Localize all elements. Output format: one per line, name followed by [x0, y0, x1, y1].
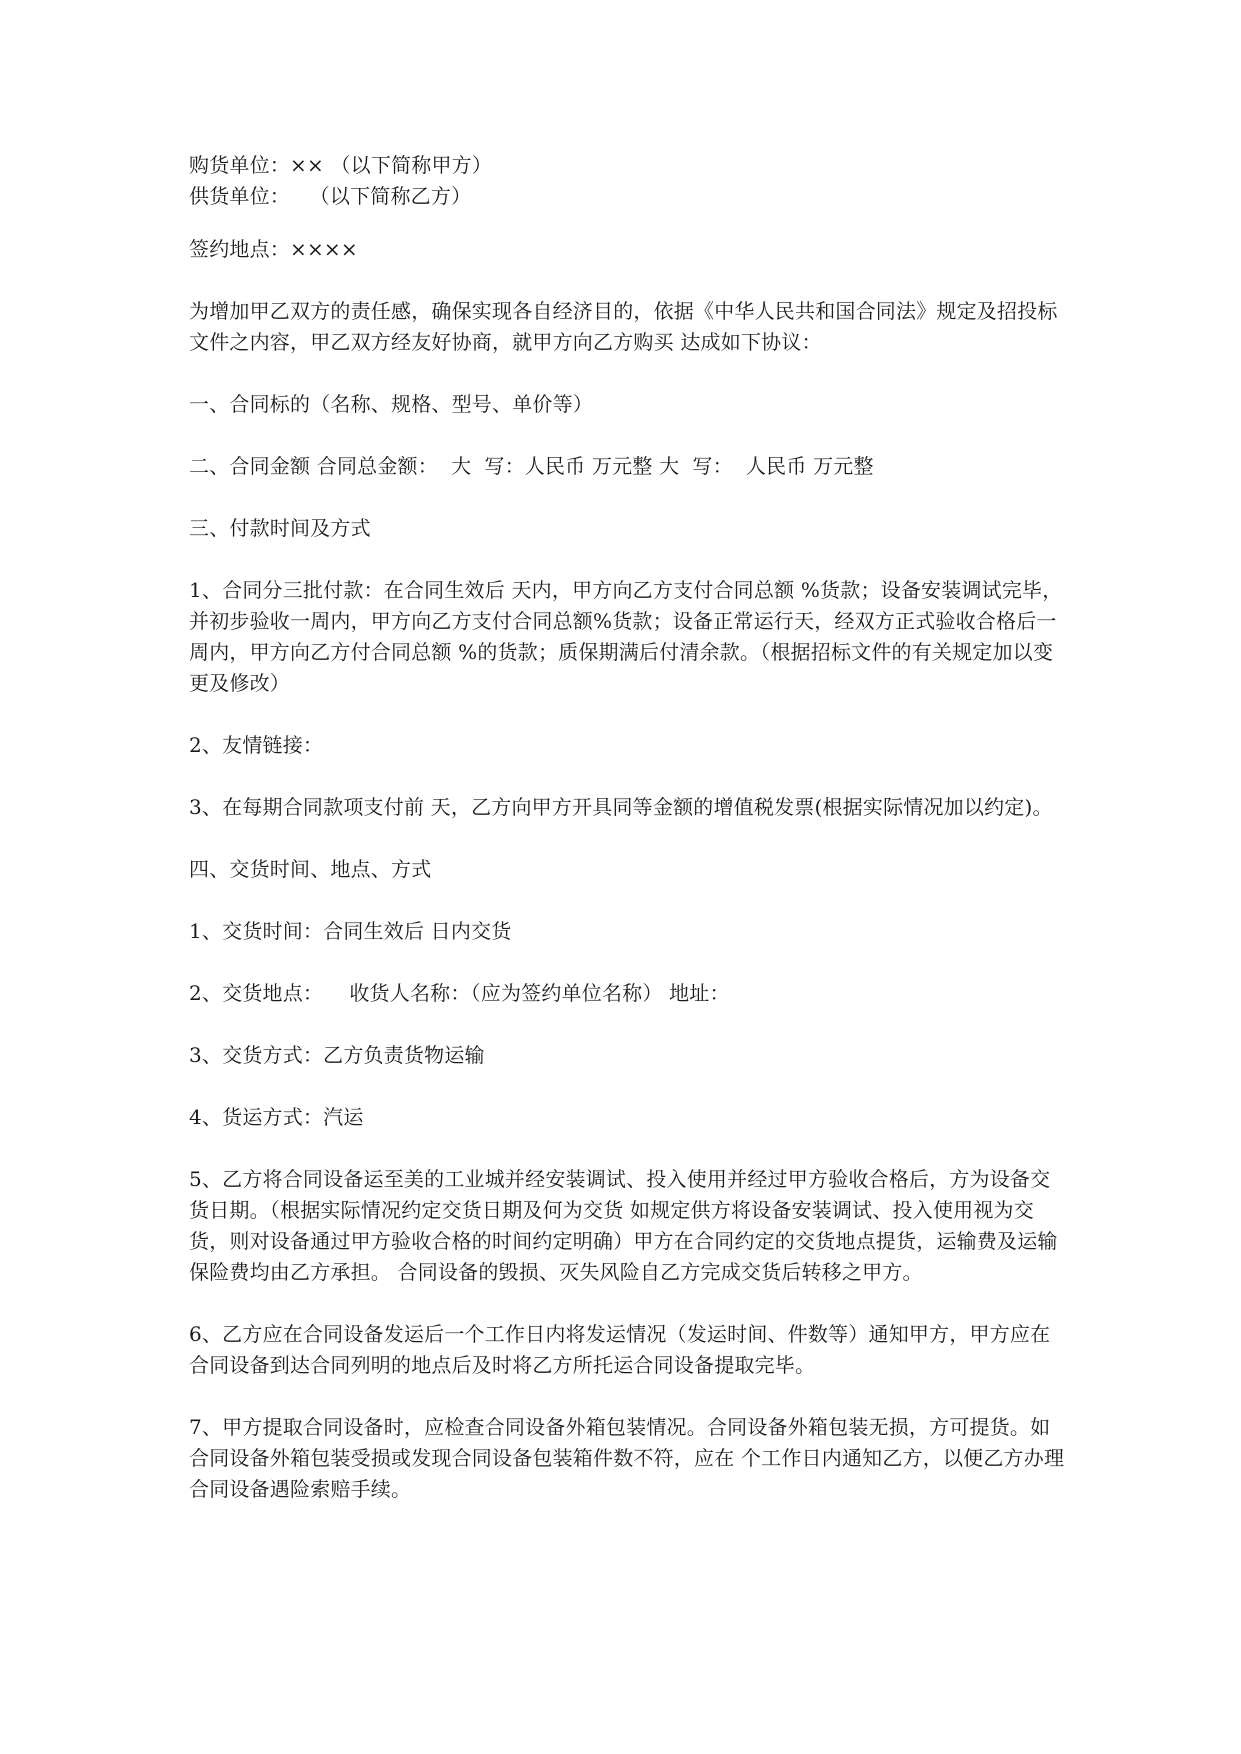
supplier-line: 供货单位： （以下简称乙方）	[189, 184, 472, 208]
section-4-item-1: 1、交货时间：合同生效后 日内交货	[189, 919, 512, 943]
contract-body	[189, 150, 1069, 1505]
section-3-item-1: 1、合同分三批付款：在合同生效后 天内，甲方向乙方支付合同总额 %货款；设备安装调试完毕，并初步验收一周内，甲方向乙方支付合同总额%货款；设备正常运行天，经双方正式验收合格后一周内，甲方向乙方付合同总额 %的货款；质保期满后付清余款。（根据招标文件的有关规定加以变更及修改）	[189, 578, 1063, 695]
section-4-item-7: 7、甲方提取合同设备时，应检查合同设备外箱包装情况。合同设备外箱包装无损，方可提货。如合同设备外箱包装受损或发现合同设备包装箱件数不符，应在 个工作日内通知乙方，以便乙方办理合同设备遇险索赔手续。	[189, 1415, 1065, 1501]
section-2-title: 二、合同金额 合同总金额： 大 写：人民币 万元整 大 写： 人民币 万元整	[189, 454, 874, 478]
section-4-item-6: 6、乙方应在合同设备发运后一个工作日内将发运情况（发运时间、件数等）通知甲方，甲方应在合同设备到达合同列明的地点后及时将乙方所托运合同设备提取完毕。	[189, 1322, 1051, 1377]
section-4-item-3: 3、交货方式：乙方负责货物运输	[189, 1043, 485, 1067]
section-3-item-2: 2、友情链接：	[189, 733, 324, 757]
sign-location-line: 签约地点：××××	[189, 237, 358, 261]
section-4-item-2: 2、交货地点： 收货人名称：（应为签约单位名称） 地址：	[189, 981, 730, 1005]
intro-paragraph: 为增加甲乙双方的责任感，确保实现各自经济目的，依据《中华人民共和国合同法》规定及招投标文件之内容，甲乙双方经友好协商，就甲方向乙方购买 达成如下协议：	[189, 299, 1058, 354]
section-4-title: 四、交货时间、地点、方式	[189, 857, 432, 881]
buyer-line: 购货单位：×× （以下简称甲方）	[189, 153, 493, 177]
section-3-item-3: 3、在每期合同款项支付前 天，乙方向甲方开具同等金额的增值税发票(根据实际情况加以约定)。	[189, 795, 1053, 819]
section-4-item-5: 5、乙方将合同设备运至美的工业城并经安装调试、投入使用并经过甲方验收合格后，方为设备交货日期。（根据实际情况约定交货日期及何为交货 如规定供方将设备安装调试、投入使用视为交货，则对设备通过甲方验收合格的时间约定明确）甲方在合同约定的交货地点提货，运输费及运输保险费均由乙方承担。 合同设备的毁损、灭失风险自乙方完成交货后转移之甲方。	[189, 1167, 1058, 1284]
section-1-title: 一、合同标的（名称、规格、型号、单价等）	[189, 392, 593, 416]
section-4-item-4: 4、货运方式：汽运	[189, 1105, 364, 1129]
section-3-title: 三、付款时间及方式	[189, 516, 371, 540]
